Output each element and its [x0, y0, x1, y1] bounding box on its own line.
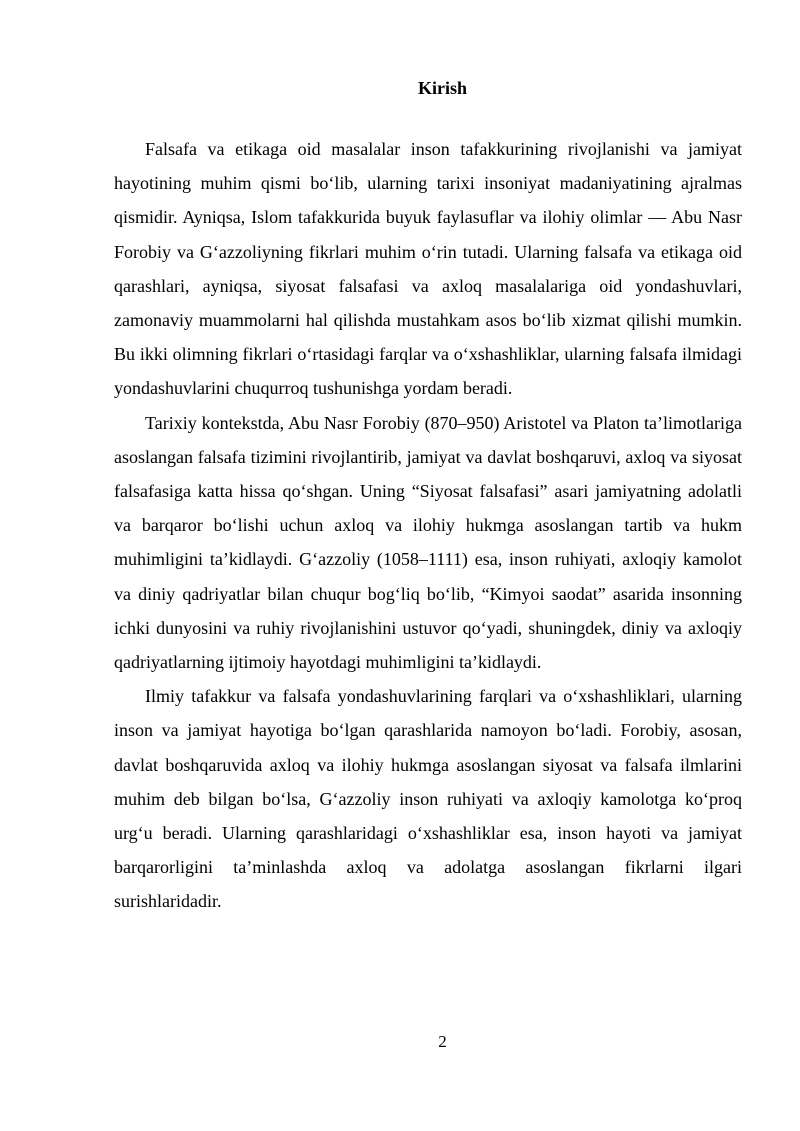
body-text: [114, 132, 742, 919]
paragraph-introduction: Falsafa va etikaga oid masalalar inson tafakkurining rivojlanishi va jamiyat hayotining muhim qismi bo‘lib, ularning tarixi insoniyat madaniyatining ajralmas qismidir. Ayniqsa, Islom tafakkurida buyuk faylasuflar va ilohiy olimlar — Abu Nasr Forobiy va G‘azzoliyning fikrlari muhim o‘rin tutadi. Ularning falsafa va etikaga oid qarashlari, ayniqsa, siyosat falsafasi va axloq masalalariga oid yondashuvlari, zamonaviy muammolarni hal qilishda mustahkam asos bo‘lib xizmat qilishi mumkin. Bu ikki olimning fikrlari o‘rtasidagi farqlar va o‘xshashliklar, ularning falsafa ilmidagi yondashuvlarini chuqurroq tushunishga yordam beradi.: [114, 139, 742, 399]
page-number: 2: [438, 1032, 447, 1051]
section-title: Kirish: [417, 78, 467, 98]
paragraph-comparison: Ilmiy tafakkur va falsafa yondashuvlarining farqlari va o‘xshashliklari, ularning inson va jamiyat hayotiga bo‘lgan qarashlarida namoyon bo‘ladi. Forobiy, asosan, davlat boshqaruvida axloq va ilohiy hukmga asoslangan siyosat va falsafa ilmlarini muhim deb bilgan bo‘lsa, G‘azzoliy inson ruhiyati va axloqiy kamolotga ko‘proq urg‘u beradi. Ularning qarashlaridagi o‘xshashliklar esa, inson hayoti va jamiyat barqarorligini ta’minlashda axloq va adolatga asoslangan fikrlarni ilgari surishlaridadir.: [114, 686, 742, 912]
paragraph-historical-context: Tarixiy kontekstda, Abu Nasr Forobiy (870–950) Aristotel va Platon ta’limotlariga asoslangan falsafa tizimini rivojlantirib, jamiyat va davlat boshqaruvi, axloq va siyosat falsafasiga katta hissa qo‘shgan. Uning “Siyosat falsafasi” asari jamiyatning adolatli va barqaror bo‘lishi uchun axloq va ilohiy hukmga asoslangan tartib va hukm muhimligini ta’kidlaydi. G‘azzoliy (1058–1111) esa, inson ruhiyati, axloqiy kamolot va diniy qadriyatlar bilan chuqur bog‘liq bo‘lib, “Kimyoi saodat” asarida insonning ichki dunyosini va ruhiy rivojlanishini ustuvor qo‘yadi, shuningdek, diniy va axloqiy qadriyatlarning ijtimoiy hayotdagi muhimligini ta’kidlaydi.: [114, 412, 742, 673]
